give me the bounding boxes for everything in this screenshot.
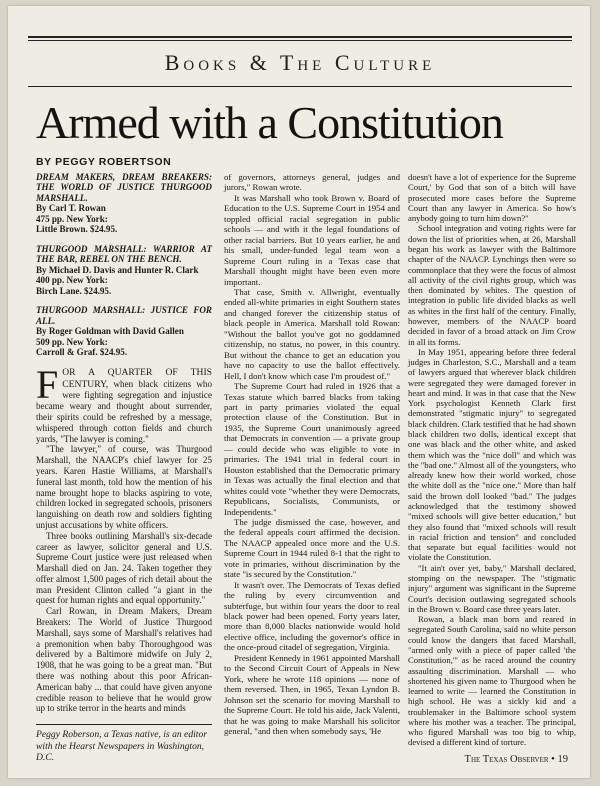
column-1 (36, 172, 212, 714)
lead-caps: OR A QUARTER OF THIS CENTURY, (62, 366, 212, 390)
section-header: Books & The Culture (164, 50, 436, 75)
book-title: DREAM MAKERS, DREAM BREAKERS: THE WORLD OF JUSTICE THURGOOD MARSHALL. (36, 172, 212, 203)
book-publisher: Birch Lane. $24.95. (36, 285, 112, 296)
column-3 (408, 172, 576, 748)
page-footer: The Texas Observer • 19 (464, 754, 568, 765)
paragraph: It wasn't over. The Democrats of Texas defied the ruling by every circumvention and subterfuge, but within four years the door to real black power had been opened. Forty years later, more than 8,000 blacks nationwide would hold elective office, including the governor's office in the once-proud citadel of segregation, Virginia. (224, 579, 400, 653)
headline: Armed with a Constitution (36, 97, 503, 148)
top-rule (28, 36, 572, 38)
book-pages: 475 pp. New York: (36, 213, 108, 224)
book-title: THURGOOD MARSHALL: WARRIOR AT THE BAR, REBEL ON THE BENCH. (36, 243, 212, 265)
book-entry-3 (36, 305, 212, 357)
top-rule-thin (28, 40, 572, 41)
paragraph: That case, Smith v. Allwright, eventually ended all-white primaries in eight Southern states and changed forever the citizenship status of black people in America. Marshall told Rowan: "Without the ballot you've got no goddamned citizenship, no status, no power, in this country. But without the chance to get an education you have no capacity to use the ballot effectively. Hell, I don't know which case I'm proudest of." (224, 286, 400, 381)
paragraph: "It ain't over yet, baby," Marshall declared, stomping on the newspaper. The "stigmatic injury" argument was significant in the Supreme Court's decision outlawing segregated schools in the Brown v. Board case three years later. (408, 562, 576, 614)
column-2 (224, 172, 400, 736)
paragraph: It was Marshall who took Brown v. Board of Education to the U.S. Supreme Court in 1954 and toppled official racial segregation in public schools — and with it the legal foundations of other racial barriers. But 10 years earlier, he and his small, under-funded legal team won a Supreme Court ruling in a Texas case that Marshall thought might have been even more important. (224, 192, 400, 287)
byline: BY PEGGY ROBERTSON (36, 156, 172, 168)
book-author: By Roger Goldman with David Gallen (36, 326, 184, 337)
author-bio: Peggy Roberson, a Texas native, is an editor with the Hearst Newspapers in Washington, D.C. (36, 724, 212, 764)
book-entry-2 (36, 244, 212, 296)
book-entry-1 (36, 172, 212, 235)
paragraph: "The lawyer," of course, was Thurgood Marshall, the NAACP's chief lawyer for 25 years. Karen Hastie Williams, at Marshall's funeral last month, told how the mention of his name brought hope to blacks aspiring to vote, children locked in segregated schools, prisoners languishing on death row and soldiers fighting unjust accusations by white officers. (36, 444, 212, 530)
book-author: By Michael D. Davis and Hunter R. Clark (36, 264, 199, 275)
paragraph: Three books outlining Marshall's six-decade career as lawyer, solicitor general and U.S. Supreme Court justice were just released when Marshall died on Jan. 24. Taken together they offer almost 1,500 pages of rich detail about the man President Clinton called "a giant in the quest for human rights and equal opportunity." (36, 530, 212, 606)
paragraph: Carl Rowan, in Dream Makers, Dream Breakers: The World of Justice Thurgood Marshall, says some of Marshall's relatives had a premonition when baby Thoroughgood was delivered by a Baltimore midwife on July 2, 1908, that he was going to be a great man. "But there was nothing about this poor African-American baby ... that could have given anyone credible reason to believe that he would grow up to strike terror in the hearts and minds (36, 606, 212, 714)
drop-cap: F (36, 361, 59, 407)
paragraph: President Kennedy in 1961 appointed Marshall to the Second Circuit Court of Appeals in New York, where he wrote 118 opinions — none of them reversed. Then, in 1965, Texan Lyndon B. Johnson set the scenario for moving Marshall to the Supreme Court. He told his aide, Jack Valenti, that he was going to make Marshall his solicitor general, "and then when somebody says, 'He (224, 652, 400, 737)
paragraph: Rowan, a black man born and reared in segregated South Carolina, said no white person could know the dangers that faced Marshall, "armed only with a piece of paper called 'the Constitution,'" as he raced around the country assaulting discrimination. Marshall — who shortened his given name to Thurgood when he learned to write — learned the Constitution in high school. He was a sickly kid and a troublemaker in the Baltimore school system where his mother was a teacher. The principal, who figured Marshall was too big to whip, devised a different kind of torture. (408, 614, 576, 748)
paragraph: School integration and voting rights were far down the list of priorities when, at 26, Marshall began his work as lawyer with the Baltimore chapter of the NAACP. Lynchings then were so commonplace that they were the focus of almost all activity of the civil rights group, which was then dominated by whites. The question of integration in public life divided blacks as well as whites in the first half of the century. Finally, however, members of the NAACP board decided in favor of a broad attack on Jim Crow in all its forms. (408, 223, 576, 347)
paragraph: The judge dismissed the case, however, and the federal appeals court affirmed the decision. The NAACP appealed once more and the U.S. Supreme Court in 1944 ruled 8-1 that the right to vote in primaries, without discrimination by the state "is secured by the Constitution." (224, 516, 400, 580)
book-pages: 400 pp. New York: (36, 275, 108, 286)
book-title: THURGOOD MARSHALL: JUSTICE FOR ALL. (36, 305, 212, 326)
book-publisher: Little Brown. $24.95. (36, 224, 118, 235)
paragraph: of governors, attorneys general, judges and jurors," Rowan wrote. (224, 172, 400, 193)
book-pages: 509 pp. New York: (36, 336, 108, 347)
paragraph: The Supreme Court had ruled in 1926 that a Texas statute which barred blacks from taking part in party primaries violated the equal protection clause of the Constitution. But in 1935, the Supreme Court unanimously agreed that Democrats in convention — a private group — could decide who was eligible to vote in primaries. The 1941 trial in federal court in Houston established that the Democratic primary in Texas was actually the final election and that whites could vote "whether they were Democrats, Republicans, Socialists, Communists, or Independents." (224, 381, 400, 517)
paragraph-text: when black citizens who were fighting segregation and injustice became weary and thought about surrender, their spirits could be refreshed by a message, whispered through cotton fields and church yards, "The lawyer is coming." (36, 378, 212, 444)
paragraph: doesn't have a lot of experience for the Supreme Court,' by God that son of a bitch will have prosecuted more cases before the Supreme Court than any lawyer in America. So how's anybody going to turn him down?" (408, 172, 576, 224)
paragraph: In May 1951, appearing before three federal judges in Charleston, S.C., Marshall and a team of lawyers argued that wherever black children were segregated they were damaged forever in heart and mind. It was in that case that the New York psychologist Kenneth Clark first demonstrated "stigmatic injury" to segregated black children. Clark testified that he had shown black children two dolls, identical except that one was black and the other white, and asked them which was the "nice doll" and which was the "bad one." Almost all of the youngsters, who already knew how their world worked, chose the white doll as the "nice one." More than half said the brown doll looked "bad." The judges acknowledged that the testimony showed "mixed schools will give better education," but they also found that "mixed schools will result in racial friction and tension" and concluded that separate but equal facilities would not violate the Constitution. (408, 346, 576, 563)
book-author: By Carl T. Rowan (36, 203, 106, 214)
magazine-page (8, 6, 590, 778)
lead-paragraph (36, 361, 212, 445)
book-publisher: Carroll & Graf. $24.95. (36, 347, 128, 358)
header-bottom-rule (28, 86, 572, 87)
